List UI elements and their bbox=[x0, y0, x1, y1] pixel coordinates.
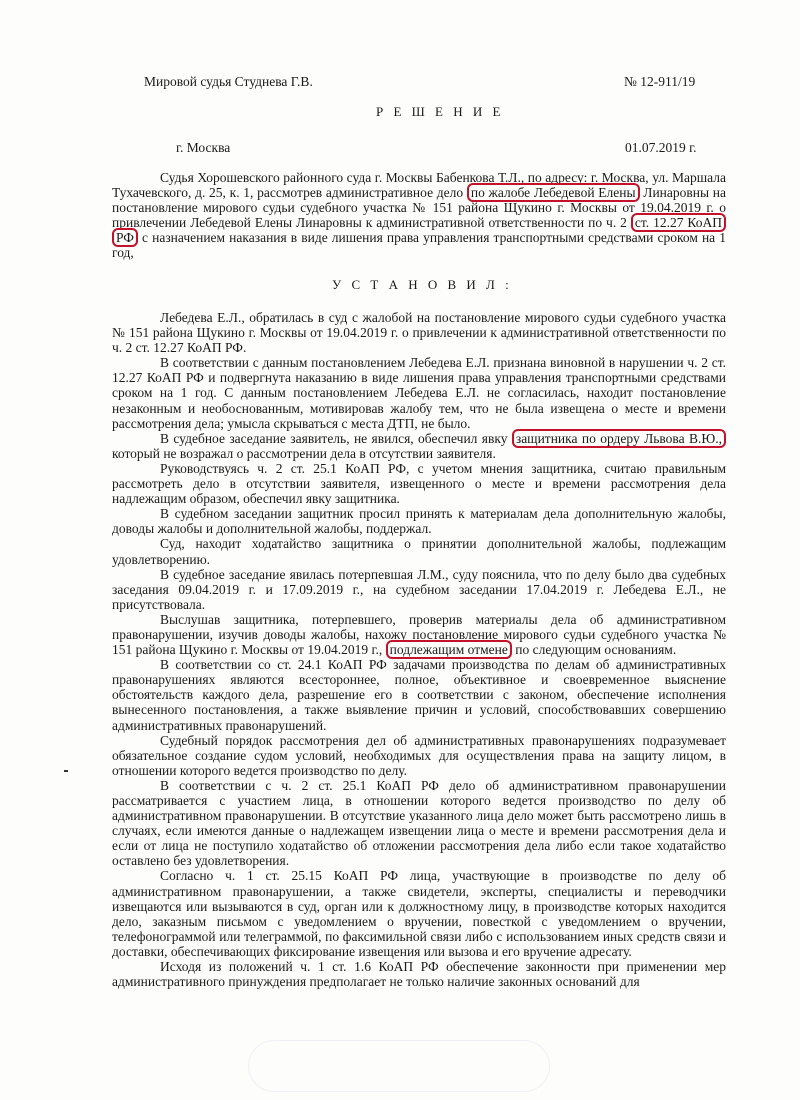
paragraph: Судебный порядок рассмотрения дел об административных правонарушениях подразумевает обязательное создание судом условий, необходимых для осуществления права на защиту лицом, в отношении которого ведется производство по делу. bbox=[112, 732, 726, 778]
judge-name: Мировой судья Студнева Г.В. bbox=[144, 74, 313, 89]
paragraph bbox=[112, 431, 726, 461]
paragraph-text: который не возражал о рассмотрении дела в отсутствии заявителя. bbox=[112, 445, 496, 461]
intro-text-2: Линаровны на постановление мирового судьи судебного участка № 151 района Щукино г. Москвы от 19.04.2019 г. о привлечении Лебедевой Елены Линаровны к административной ответственности по ч. 2 bbox=[112, 185, 726, 231]
paragraph-text: Выслушав защитника, потерпевшего, проверив материалы дела об административном правонарушении, изучив доводы жалобы, нахожу постановление мирового судьи судебного участка № 151 района Щукино г. Москвы от 19.04.2019 г., bbox=[112, 611, 726, 658]
body-block bbox=[112, 310, 726, 989]
highlight-article: ст. 12.27 КоАП РФ bbox=[112, 213, 726, 247]
paragraph-text: В судебное заседание заявитель, не явился, обеспечил явку bbox=[160, 430, 512, 446]
paragraph: Исходя из положений ч. 1 ст. 1.6 КоАП РФ обеспечение законности при применении мер административного принуждения предполагает не только наличие законных оснований для bbox=[112, 959, 726, 990]
paragraph: В судебное заседание явилась потерпевшая Л.М., суду пояснила, что по делу было два судебных заседания 09.04.2019 г. и 17.09.2019 г., на судебном заседании 17.04.2019 г. Лебедева Е.Л., не присутствовала. bbox=[112, 566, 726, 612]
case-number: № 12-911/19 bbox=[624, 74, 696, 89]
document-date: 01.07.2019 г. bbox=[625, 140, 697, 155]
paragraph: Суд, находит ходатайство защитника о принятии дополнительной жалобы, подлежащим удовлетворению. bbox=[112, 536, 726, 567]
intro-block bbox=[112, 170, 726, 261]
paragraph: В судебном заседании защитник просил принять к материалам дела дополнительную жалобы, доводы жалобы и дополнительной жалобы, поддержал. bbox=[112, 506, 726, 537]
paragraph: Руководствуясь ч. 2 ст. 25.1 КоАП РФ, с учетом мнения защитника, считаю правильным рассмотреть дело в отсутствии заявителя, извещенного о месте и времени рассмотрения дела надлежащим образом, обеспечил явку защитника. bbox=[112, 460, 726, 507]
paragraph bbox=[112, 612, 726, 657]
section-title: У С Т А Н О В И Л : bbox=[332, 277, 513, 292]
paragraph: В соответствии с ч. 2 ст. 25.1 КоАП РФ дело об административном правонарушении рассматривается с участием лица, в отношении которого ведется производство по делу об административном правонарушении. В отсутствие указанного лица дело может быть рассмотрено лишь в случаях, если имеются данные о надлежащем извещении лица о месте и времени рассмотрения дела и если от лица не поступило ходатайство об отложении рассмотрения дела либо если такое ходатайство оставлено без удовлетворения. bbox=[112, 777, 726, 869]
intro-text-3: с назначением наказания в виде лишения права управления транспортными средствами сроком на 1 год, bbox=[112, 230, 726, 261]
paragraph: В соответствии со ст. 24.1 КоАП РФ задачами производства по делам об административных правонарушениях являются всестороннее, полное, объективное и своевременное выяснение обстоятельств каждого дела, разрешение его в соответствии с законом, обеспечение исполнения вынесенного постановления, а также выявление причин и условий, способствовавших совершению административных правонарушений. bbox=[112, 657, 726, 733]
city: г. Москва bbox=[176, 140, 231, 155]
paragraph: Согласно ч. 1 ст. 25.15 КоАП РФ лица, участвующие в производстве по делу об административном правонарушении, а также свидетели, эксперты, специалисты и переводчики извещаются или вызываются в суд, орган или к должностному лицу, в производстве которых находится дело, заказным письмом с уведомлением о вручении, повесткой с уведомлением о вручении, телефонограммой или телеграммой, по факсимильной связи либо с использованием иных средств связи и доставки, обеспечивающих фиксирование извещения или вызова и его вручение адресату. bbox=[112, 868, 726, 959]
document-title: Р Е Ш Е Н И Е bbox=[376, 104, 504, 119]
intro-text-1: Судья Хорошевского районного суда г. Москвы Бабенкова Т.Л., по адресу: г. Москва, ул. Маршала Тухачевского, д. 25, к. 1, рассмотрев административное дело bbox=[112, 170, 726, 201]
highlight-defender: защитника по ордеру Львова В.Ю., bbox=[512, 429, 726, 448]
highlight-annulment: подлежащим отмене bbox=[386, 640, 512, 659]
highlight-complaint: по жалобе Лебедевой Елены bbox=[467, 183, 640, 202]
faint-stamp bbox=[248, 1040, 550, 1092]
scan-speck bbox=[64, 770, 68, 772]
paragraph: В соответствии с данным постановлением Лебедева Е.Л. признана виновной в нарушении ч. 2 ст. 12.27 КоАП РФ и подвергнута наказанию в виде лишения права управления транспортными средствами сроком на 1 год. С данным постановлением Лебедева Е.Л. не согласилась, находит постановление незаконным и необоснованным, мотивировав жалобу тем, что не была извещена о месте и времени рассмотрения дела; умысла скрываться с места ДТП, не было. bbox=[112, 355, 726, 431]
paragraph: Лебедева Е.Л., обратилась в суд с жалобой на постановление мирового судьи судебного участка № 151 района Щукино г. Москвы от 19.04.2019 г. о привлечении к административной ответственности по ч. 2 ст. 12.27 КоАП РФ. bbox=[112, 310, 726, 356]
paragraph-text: по следующим основаниям. bbox=[511, 642, 677, 658]
intro-paragraph bbox=[112, 170, 726, 261]
